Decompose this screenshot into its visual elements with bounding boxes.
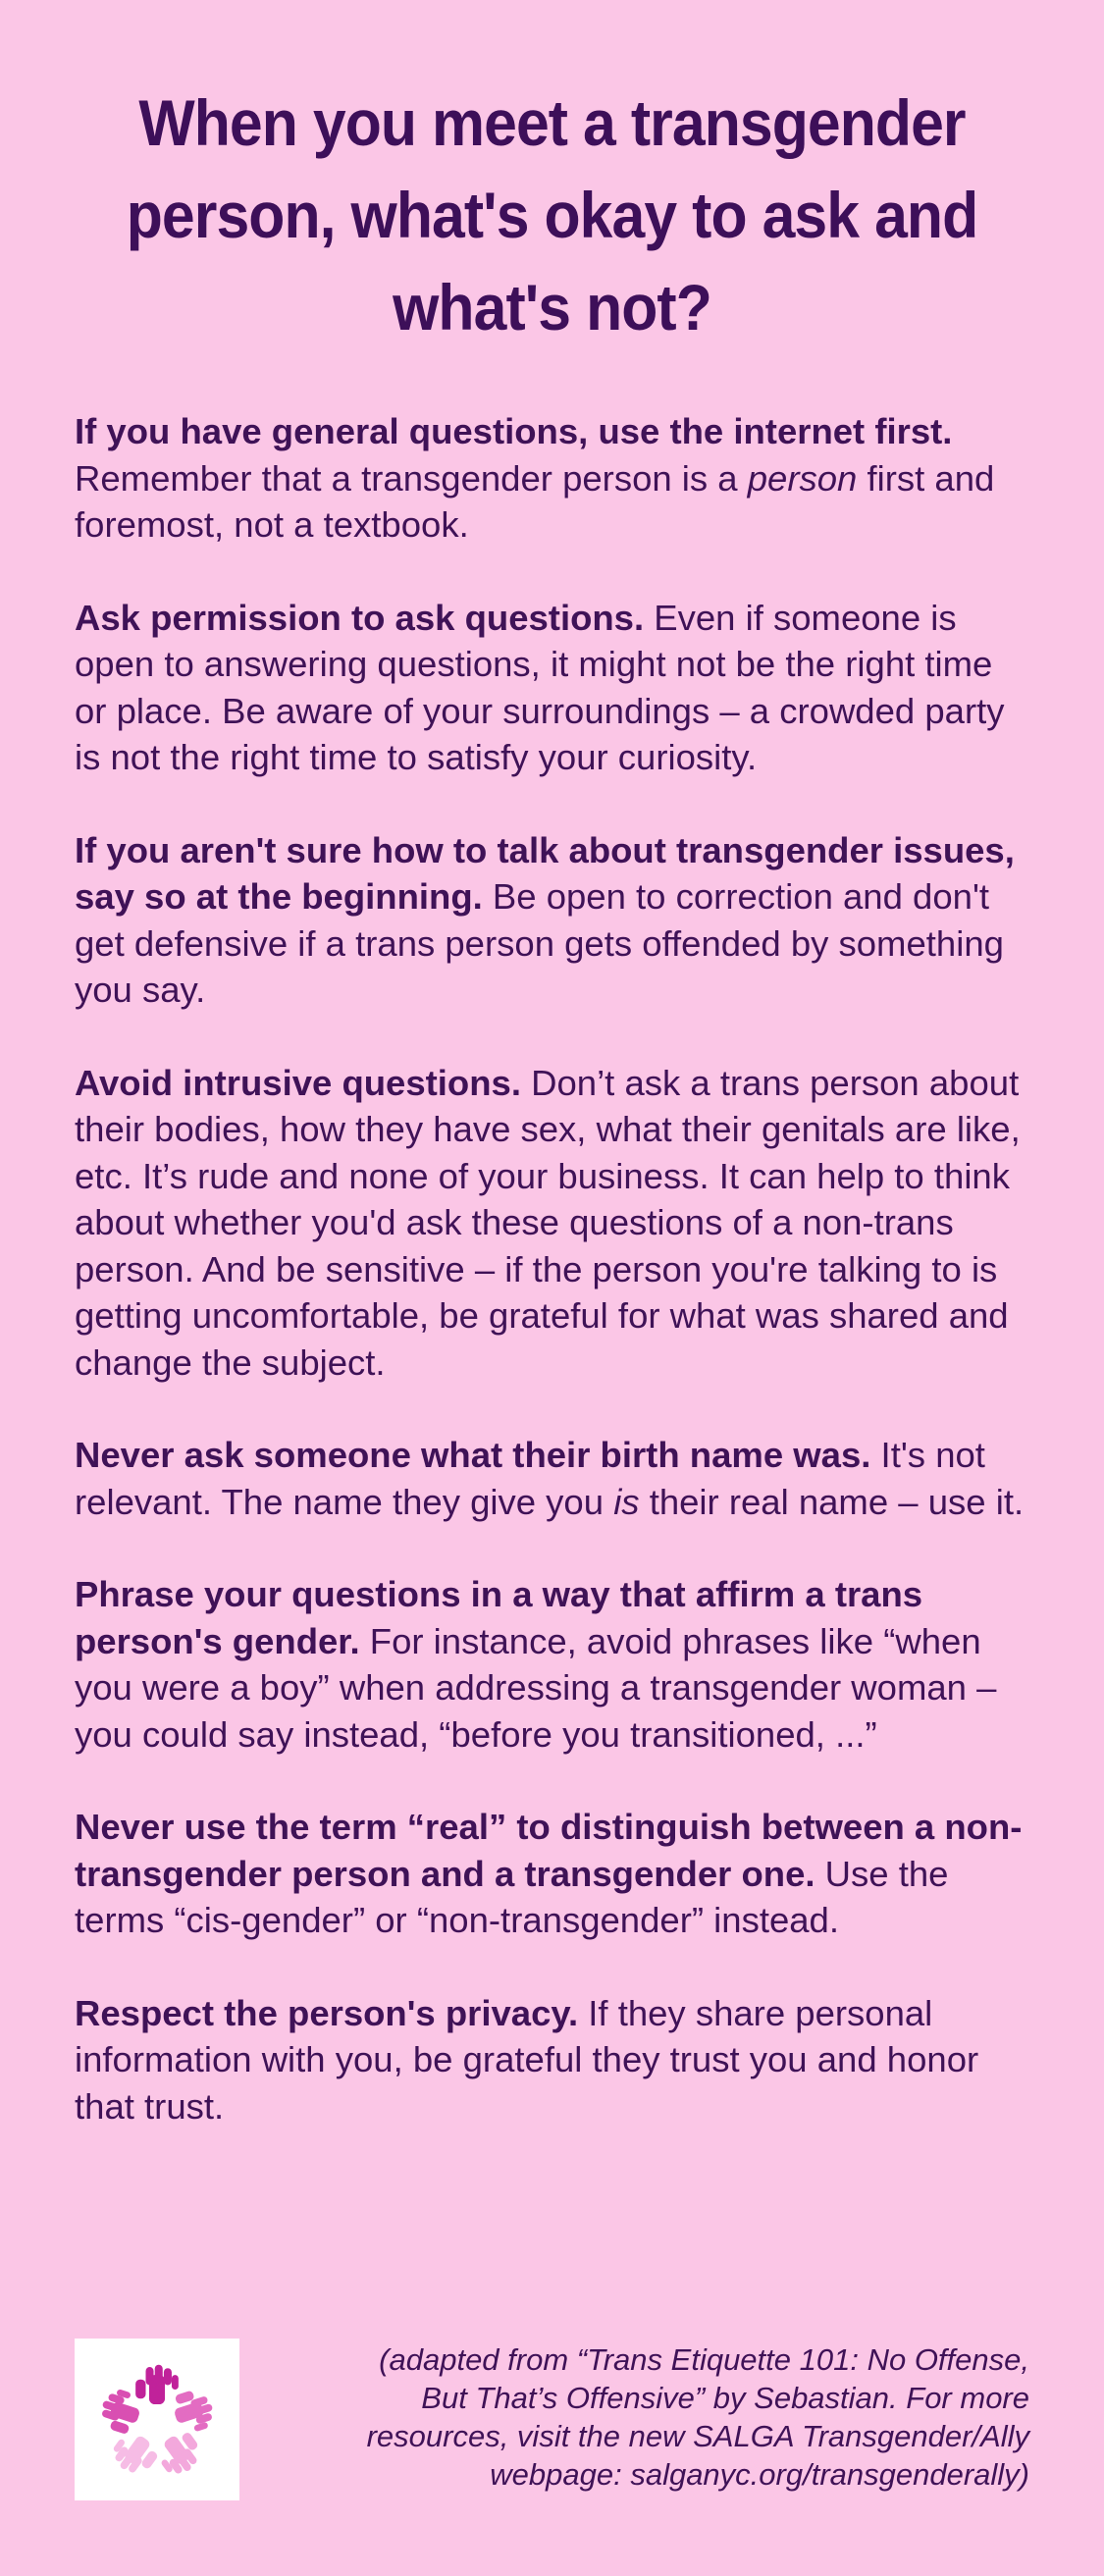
tip-body: Use the terms “cis-gender” or “non-transgender” instead. [75, 1853, 949, 1940]
tip-lead: Ask permission to ask questions. [75, 597, 645, 638]
tip-lead: Never ask someone what their birth name was. [75, 1435, 871, 1475]
tip-say-so [75, 827, 1029, 1014]
credit-text [284, 2340, 1029, 2494]
tip-privacy [75, 1990, 1029, 2130]
tip-lead: If you have general questions, use the internet first. [75, 411, 953, 451]
tip-emphasis: person [747, 457, 858, 499]
salga-logo [75, 2339, 239, 2500]
tip-emphasis: is [613, 1481, 640, 1522]
tip-lead: Phrase your questions in a way that affirm a trans person's gender. [75, 1574, 923, 1661]
tip-lead: Avoid intrusive questions. [75, 1062, 521, 1103]
page-title: When you meet a transgender person, what's okay to ask and what's not? [126, 86, 978, 343]
tip-body: Be open to correction and don't get defensive if a trans person gets offended by something you say. [75, 876, 1004, 1010]
credit-line: resources, visit the new SALGA Transgender/Ally [366, 2419, 1029, 2453]
tip-use-internet [75, 408, 1029, 549]
tip-lead: Never use the term “real” to distinguish between a non-transgender person and a transgender one. [75, 1807, 1023, 1894]
tip-body: If they share personal information with you, be grateful they trust you and honor that trust. [75, 1992, 979, 2127]
hands-logo-icon [75, 2339, 239, 2500]
credit-line: webpage: salganyc.org/transgenderally) [490, 2457, 1029, 2492]
tip-body: Don’t ask a trans person about their bodies, how they have sex, what their genitals are like, etc. It’s rude and none of your business. It can help to think about whether you'd ask these questions of a non-trans person. And be sensitive – if the person you're talking to is getting uncomfortable, be grateful for what was shared and change the subject. [75, 1062, 1021, 1383]
tip-avoid-intrusive [75, 1060, 1029, 1387]
tip-body: It's not relevant. The name they give you [75, 1435, 985, 1522]
tip-affirm-gender [75, 1571, 1029, 1758]
tip-body: first and foremost, not a textbook. [75, 457, 995, 545]
tip-body: Remember that a transgender person is a [75, 457, 748, 499]
tip-ask-permission [75, 595, 1029, 781]
credit-line: (adapted from “Trans Etiquette 101: No Offense, [379, 2342, 1029, 2377]
credit-line: But That’s Offensive” by Sebastian. For more [421, 2381, 1029, 2415]
footer [75, 2339, 1029, 2500]
tip-lead: If you aren't sure how to talk about transgender issues, say so at the beginning. [75, 829, 1015, 917]
tip-body: their real name – use it. [639, 1481, 1025, 1522]
tip-real-term [75, 1804, 1029, 1944]
tip-birth-name [75, 1432, 1029, 1525]
tip-body: For instance, avoid phrases like “when you were a boy” when addressing a transgender woman – you could say instead, “before you transitioned, ...” [75, 1620, 997, 1755]
tip-lead: Respect the person's privacy. [75, 1992, 579, 2033]
tip-body: Even if someone is open to answering questions, it might not be the right time or place. Be aware of your surroundings – a crowded party is not the right time to satisfy your curiosity. [75, 597, 1005, 777]
tips-list [75, 408, 1029, 2129]
